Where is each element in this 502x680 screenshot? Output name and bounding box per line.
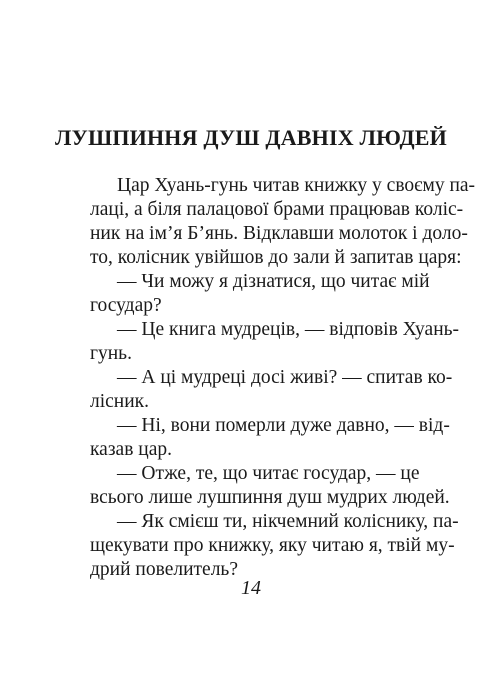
text-line: — А ці мудреці досі живі? — спитав ко- bbox=[117, 367, 453, 388]
text-line: лісник. bbox=[90, 391, 150, 412]
text-line: — Отже, те, що читає государ, — це bbox=[117, 463, 420, 484]
text-line: — Це книга мудреців, — відповів Хуань- bbox=[117, 319, 460, 340]
text-line: Цар Хуань-гунь читав книжку у своєму па- bbox=[117, 175, 476, 196]
text-line: — Як смієш ти, нікчемний коліснику, па- bbox=[117, 511, 459, 532]
text-line: всього лише лушпиння душ мудрих людей. bbox=[90, 487, 450, 508]
page-number: 14 bbox=[241, 577, 261, 599]
text-line: — Чи можу я дізнатися, що читає мій bbox=[117, 271, 430, 292]
text-line: дрий повелитель? bbox=[90, 559, 238, 580]
text-line: гунь. bbox=[90, 343, 132, 364]
text-line: казав цар. bbox=[90, 439, 172, 460]
text-line: — Ні, вони померли дуже давно, — від- bbox=[117, 415, 450, 436]
text-line: то, колісник увійшов до зали й запитав царя: bbox=[90, 247, 462, 268]
text-line: лаці, а біля палацової брами працював коліс- bbox=[90, 199, 464, 220]
text-line: ник на ім’я Б’янь. Відклавши молоток і доло- bbox=[90, 223, 468, 244]
chapter-title: ЛУШПИННЯ ДУШ ДАВНІХ ЛЮДЕЙ bbox=[55, 125, 447, 150]
text-line: государ? bbox=[90, 295, 162, 316]
text-line: щекувати про книжку, яку читаю я, твій му- bbox=[90, 535, 455, 556]
